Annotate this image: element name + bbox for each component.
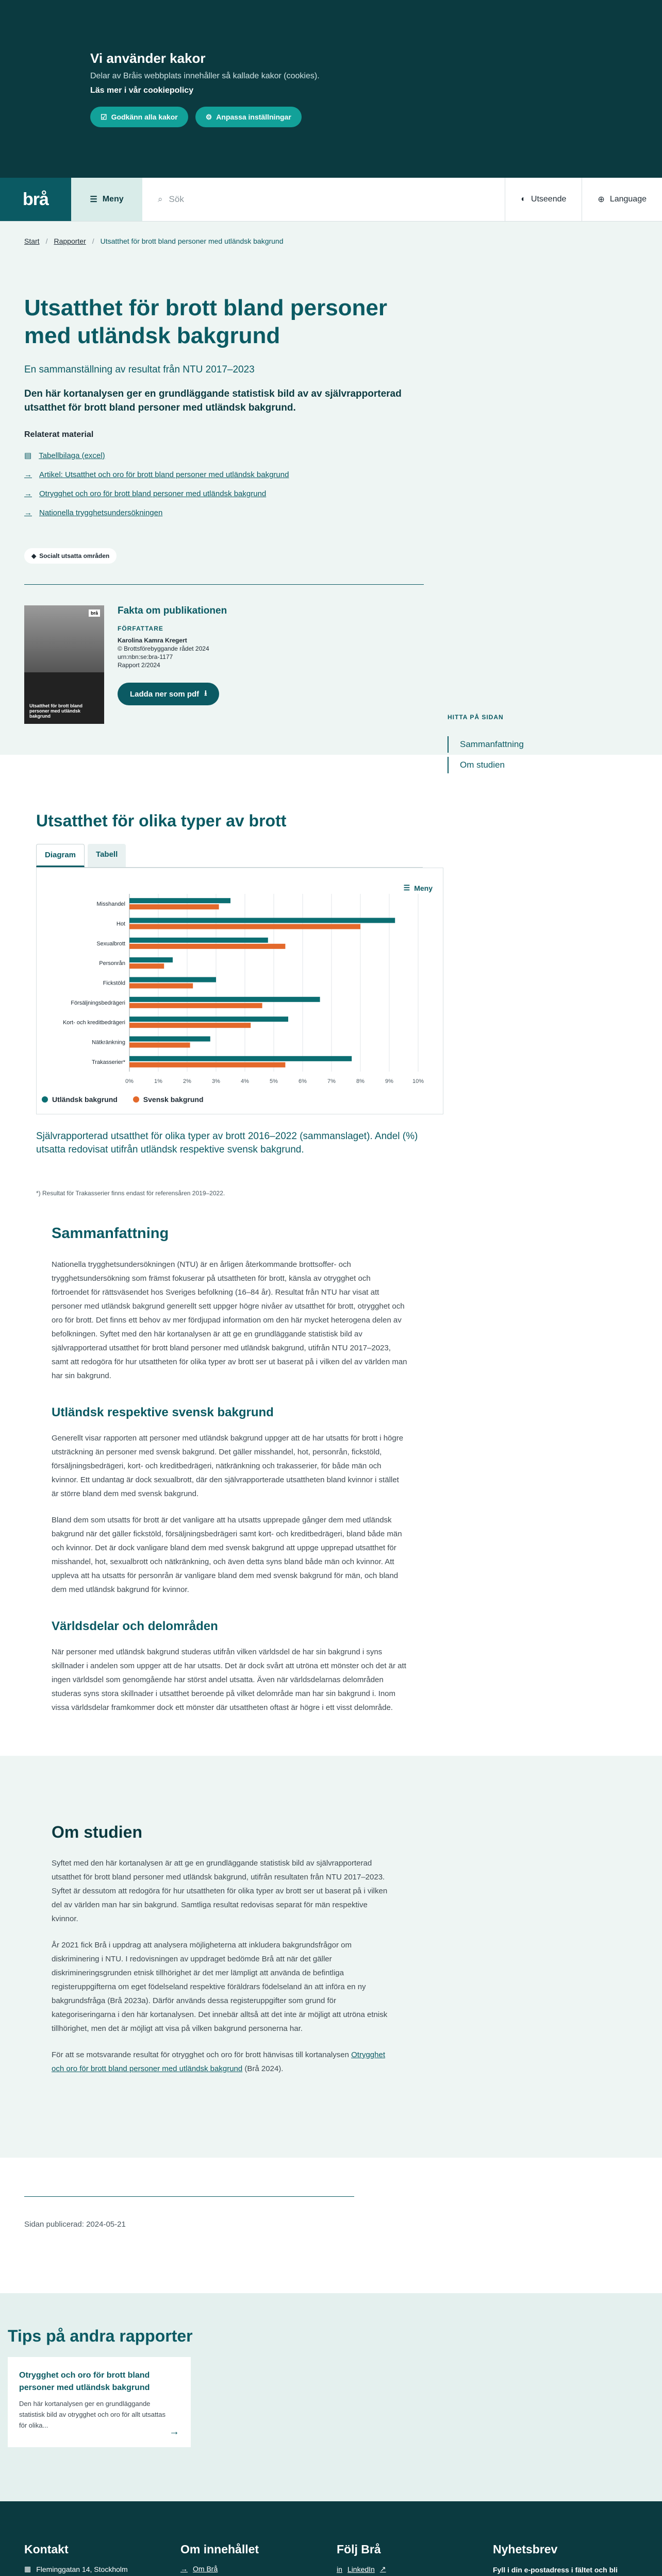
legend-item-swedish[interactable] [133, 1095, 204, 1104]
publication-meta: urn:nbn:se:bra-1177 [118, 653, 173, 660]
x-tick-label: 7% [327, 1078, 336, 1084]
tip-card-title: Otrygghet och oro för brott bland personer med utländsk bakgrund [19, 2371, 150, 2392]
arrow-icon: → [180, 2565, 188, 2573]
toc-item-about[interactable]: Om studien [448, 757, 566, 773]
site-header [0, 178, 662, 222]
footer-link-about[interactable] [180, 2565, 337, 2573]
about-text: Syftet med den här kortanalysen är att ge en grundläggande statistisk bild av självrapporterad utsatthet för brott bland personer med utländsk bakgrund, utifrån resultaten från NTU 2017–2023. Syftet är dessutom att redogöra för hur utsattheten för olika typer av brott ser ut baserat på i vilken del av världen man har sin bakgrund. Samtliga resultat redovisas separat för män respektive kvinnor. [52, 1859, 388, 1923]
summary-compare-text: Generellt visar rapporten att personer med utländsk bakgrund uppger att de har utsatts för brott i högre utsträckning än personer med svensk bakgrund. Det gäller misshandel, hot, personrån, fickstöld, försäljningsbedrägeri, kort- och kreditbedrägeri, nätkränkning och trakasserier, för både män och kvinnor. Ett undantag är dock sexualbrott, där den självrapporterade utsattheten bland kvinnor i stället är större bland dem med svensk bakgrund. [52, 1434, 404, 1498]
external-link-icon: ↗ [379, 2565, 386, 2573]
globe-icon: ⊕ [598, 195, 605, 204]
bar-foreign [129, 898, 230, 903]
tab-diagram[interactable]: Diagram [36, 844, 85, 867]
cookie-settings-button[interactable] [195, 107, 302, 127]
divider [24, 2196, 354, 2197]
settings-icon: ⚙ [205, 112, 212, 121]
page-toc [448, 714, 566, 777]
y-category-label: Kort- och kreditbedrägeri [62, 1020, 125, 1026]
footer-link-label: Om Brå [193, 2565, 218, 2573]
arrow-icon: → [24, 489, 32, 498]
chart-section-title: Utsatthet för olika typer av brott [36, 811, 287, 830]
publication-facts [24, 605, 423, 724]
chart-legend [37, 1095, 443, 1104]
summary-regions-heading: Världsdelar och delområden [52, 1619, 218, 1633]
bar-swedish [129, 904, 219, 909]
cookie-title: Vi använder kakor [90, 50, 206, 66]
topic-tag-label: Socialt utsatta områden [39, 552, 110, 560]
footer-about-title: Om innehållet [180, 2543, 259, 2556]
breadcrumb-reports[interactable]: Rapporter [54, 237, 86, 245]
check-icon: ☑ [101, 112, 107, 121]
chart-menu-label: Meny [414, 884, 433, 892]
bar-foreign [129, 977, 216, 982]
download-pdf-label: Ladda ner som pdf [130, 689, 200, 699]
tips-title: Tips på andra rapporter [8, 2327, 193, 2345]
cookie-text: Delar av Bråis webbplats innehåller så kallade kakor (cookies). [90, 72, 320, 80]
contrast-icon: ◐ [521, 195, 526, 204]
hero-section [0, 222, 662, 755]
tip-card[interactable] [8, 2357, 191, 2447]
bar-foreign [129, 957, 173, 962]
search-icon: ⌕ [158, 194, 163, 204]
bar-foreign [129, 997, 320, 1002]
building-icon: ▦ [24, 2565, 31, 2573]
breadcrumb [0, 222, 662, 245]
accept-cookies-button[interactable] [90, 107, 188, 127]
y-category-label: Personrån [99, 960, 125, 967]
summary-intro: Nationella trygghetsundersökningen (NTU) är en årligen återkommande brottsoffer- och trygghetsundersökning som främst fokuserar på utsattheten för brott, känsla av otrygghet och förtroendet för rättsväsendet hos Sveriges befolkning (16–84 år). Resultat från NTU har visat att personer med utländsk bakgrund generellt sett uppger högre nivåer av utsatthet för brott, otrygghet och oro för brott. Det finns ett behov av mer fördjupad information om den här mycket heterogena delen av befolkningen. Syftet med den här kortanalysen är att ge en grundläggande statistisk bild av självrapporterad utsatthet för brott bland personer med utländsk bakgrund, utifrån NTU 2017–2023, samt att redogöra för hur utsattheten för olika typer av brott ser ut baserat på i vilken del av världen man har sin bakgrund. [52, 1260, 407, 1380]
chart-container [36, 868, 443, 1114]
page-title: Utsatthet för brott bland personer med utländsk bakgrund [24, 295, 388, 348]
toc-item-summary[interactable]: Sammanfattning [448, 736, 566, 753]
language-label: Language [609, 195, 647, 204]
bar-foreign [129, 918, 395, 923]
bar-chart [37, 873, 443, 1090]
appearance-button[interactable] [505, 178, 582, 221]
bar-swedish [129, 1062, 285, 1067]
authors-label: FÖRFATTARE [118, 625, 163, 632]
cookie-settings-label: Anpassa inställningar [216, 113, 291, 121]
legend-label: Utländsk bakgrund [52, 1095, 118, 1104]
bar-swedish [129, 1043, 190, 1048]
summary-title: Sammanfattning [52, 1225, 169, 1242]
tab-table[interactable]: Tabell [88, 844, 126, 867]
footer-linkedin[interactable] [337, 2565, 493, 2573]
footer-follow-title: Följ Brå [337, 2543, 381, 2556]
footer-link-label: LinkedIn [347, 2565, 375, 2573]
footer-address [24, 2565, 180, 2573]
x-tick-label: 3% [212, 1078, 220, 1084]
related-link-appendix[interactable] [24, 451, 423, 460]
related-link-insecurity[interactable] [24, 489, 423, 498]
summary-regions-text: När personer med utländsk bakgrund studeras utifrån vilken världsdel de har sin bakgrund i syns skillnader i andelen som uppger att de har utsatts. Det är dock svårt att utröna ett mönster och det är att ingen världsdel som genomgående har störst andel utsatta. Även när världsdelarnas delområden studeras syns stora skillnader i utsatthet beroende på vilket delområde man har sin bakgrund i. Inom vissa världsdelar framkommer dock ett mönster där utsattheten oftast är högre i ett visst delområde. [52, 1648, 406, 1712]
footer-newsletter [493, 2543, 649, 2576]
cookie-policy-link[interactable]: Läs mer i vår cookiepolicy [90, 86, 194, 95]
summary-compare-heading: Utländsk respektive svensk bakgrund [52, 1405, 274, 1419]
x-tick-label: 8% [356, 1078, 365, 1084]
about-text: År 2021 fick Brå i uppdrag att analysera möjligheterna att inkludera bakgrundsfrågor om diskriminering i NTU. I redovisningen av uppdraget bedömde Brå att när det gäller diskrimineringsgrunden etnisk tillhörighet är det mer lämpligt att använda de befintliga registeruppgifterna om eget födelseland respektive föräldrars födelseland än att införa en ny bakgrundsfråga (Brå 2023a). Därför används dessa registeruppgifter som grund för kategoriseringarna i den här kortanalysen. Det innebär alltså att det inte är möjligt att utröna etnisk tillhörighet, men det är möjligt att visa på vilken bakgrund personerna har. [52, 1941, 388, 2033]
site-logo[interactable]: brå [0, 178, 71, 221]
footer-follow [337, 2543, 493, 2576]
bar-swedish [129, 1003, 262, 1008]
published-date [0, 2158, 662, 2229]
tip-card-text: Den här kortanalysen ger en grundläggande statistisk bild av otrygghet och oro för allt utsattas för olika... [19, 2400, 166, 2429]
arrow-icon: → [24, 509, 32, 517]
bar-foreign [129, 1037, 210, 1042]
y-category-label: Nätkränkning [92, 1039, 125, 1046]
footer-contact-title: Kontakt [24, 2543, 69, 2556]
y-category-label: Trakasserier* [92, 1059, 125, 1065]
toc-label: HITTA PÅ SIDAN [448, 714, 504, 721]
related-link-ntu[interactable] [24, 509, 423, 517]
search-placeholder: Sök [169, 194, 184, 204]
about-text [52, 2048, 392, 2076]
about-section [0, 1756, 662, 2158]
footer-about [180, 2543, 337, 2576]
x-tick-label: 1% [154, 1078, 162, 1084]
publication-heading: Fakta om publikationen [118, 605, 227, 616]
hamburger-icon: ☰ [403, 884, 410, 892]
x-tick-label: 0% [125, 1078, 134, 1084]
bar-foreign [129, 1016, 288, 1022]
cover-logo: brå [89, 609, 100, 617]
topic-tag[interactable] [24, 548, 117, 564]
x-tick-label: 4% [241, 1078, 249, 1084]
related-link-label: Nationella trygghetsundersökningen [39, 509, 163, 517]
bar-foreign [129, 1056, 352, 1061]
page-lead: Den här kortanalysen ger en grundläggande statistisk bild av av självrapporterad utsatthet för brott bland personer med utländsk bakgrund. [24, 388, 402, 413]
summary-compare-text: Bland dem som utsatts för brott är det vanligare att ha utsatts upprepade gånger dem med utländsk bakgrund när det gäller fickstöld, försäljningsbedrägeri samt kort- och kreditbedrägeri, bland både män och kvinnor. Det är dock vanligare bland dem med svensk bakgrund att uppge upprepad utsatthet för misshandel, hot, sexualbrott och nätkränkning, och även detta syns bland både män och kvinnor. Att uppleva att ha utsatts för personrån är vanligare bland dem med svensk bakgrund för män, och bland dem med utländsk bakgrund för kvinnor. [52, 1516, 402, 1594]
language-button[interactable] [582, 178, 662, 221]
footer-address-text: Fleminggatan 14, Stockholm [36, 2565, 128, 2573]
site-footer [0, 2501, 662, 2576]
publication-meta: © Brottsförebyggande rådet 2024 [118, 645, 209, 652]
related-link-label: Otrygghet och oro för brott bland personer med utländsk bakgrund [39, 489, 267, 498]
y-category-label: Misshandel [96, 901, 125, 908]
related-link-label: Artikel: Utsatthet och oro för brott bland personer med utländsk bakgrund [39, 470, 289, 479]
x-tick-label: 9% [385, 1078, 393, 1084]
arrow-right-icon: → [169, 2426, 179, 2437]
x-tick-label: 10% [412, 1078, 424, 1084]
bar-swedish [129, 1023, 251, 1028]
arrow-icon: → [24, 470, 32, 479]
published-date-text: Sidan publicerad: 2024-05-21 [24, 2220, 126, 2229]
breadcrumb-current: Utsatthet för brott bland personer med utländsk bakgrund [100, 237, 284, 245]
x-tick-label: 5% [270, 1078, 278, 1084]
menu-button[interactable] [71, 178, 142, 221]
bar-swedish [129, 984, 193, 989]
y-category-label: Fickstöld [103, 980, 125, 987]
accept-cookies-label: Godkänn alla kakor [111, 113, 178, 121]
bar-swedish [129, 924, 360, 929]
newsletter-text: Fyll i din e-postadress i fältet och bli [493, 2566, 618, 2574]
x-tick-label: 6% [299, 1078, 307, 1084]
about-title: Om studien [52, 1823, 143, 1841]
legend-dot-icon [133, 1096, 139, 1103]
hamburger-icon: ☰ [90, 195, 97, 204]
file-icon: ▤ [24, 451, 32, 460]
legend-label: Svensk bakgrund [143, 1095, 204, 1104]
download-pdf-button[interactable] [118, 683, 219, 705]
cookie-banner [0, 0, 662, 178]
related-link-article[interactable] [24, 470, 423, 479]
bar-foreign [129, 938, 268, 943]
search-field[interactable] [142, 178, 505, 221]
menu-label: Meny [102, 195, 124, 204]
breadcrumb-separator: / [45, 237, 48, 245]
divider [24, 584, 424, 585]
bar-swedish [129, 963, 164, 969]
y-category-label: Sexualbrott [96, 940, 125, 947]
chart-tabs [36, 844, 423, 868]
author-name: Karolina Kamra Kregert [118, 637, 187, 644]
about-text-part: För att se motsvarande resultat för otrygghet och oro för brott hänvisas till kortanalysen [52, 2050, 349, 2059]
summary-section [0, 1197, 407, 1715]
related-heading: Relaterat material [24, 430, 94, 439]
about-report-link[interactable]: Otrygghet och oro för brott bland personer med utländsk bakgrund [52, 2050, 385, 2073]
publication-meta: Rapport 2/2024 [118, 662, 160, 669]
chart-menu-button[interactable] [404, 884, 433, 892]
chart-section [0, 755, 433, 1197]
appearance-label: Utseende [531, 195, 567, 204]
footer-contact [24, 2543, 180, 2576]
y-category-label: Hot [116, 921, 125, 927]
report-cover [24, 605, 104, 724]
breadcrumb-separator: / [92, 237, 94, 245]
chart-footnote: *) Resultat för Trakasserier finns endast för referensåren 2019–2022. [36, 1190, 225, 1197]
tag-icon: ◆ [31, 552, 37, 560]
newsletter-title: Nyhetsbrev [493, 2543, 558, 2556]
bar-swedish [129, 944, 285, 949]
linkedin-icon: in [337, 2565, 342, 2573]
about-text-part: (Brå 2024). [244, 2064, 284, 2073]
cover-title: Utsatthet för brott bland personer med utländsk bakgrund [29, 703, 82, 719]
legend-dot-icon [42, 1096, 48, 1103]
related-link-label: Tabellbilaga (excel) [39, 451, 105, 460]
tips-section [0, 2293, 662, 2501]
y-category-label: Försäljningsbedrägeri [71, 999, 125, 1006]
x-tick-label: 2% [183, 1078, 191, 1084]
legend-item-foreign[interactable] [42, 1095, 118, 1104]
breadcrumb-start[interactable]: Start [24, 237, 40, 245]
chart-caption: Självrapporterad utsatthet för olika typer av brott 2016–2022 (sammanslaget). Andel (%) utsatta redovisat utifrån utländsk respektive svensk bakgrund. [36, 1131, 418, 1155]
download-icon: ⭳ [204, 688, 207, 698]
page-subtitle: En sammanställning av resultat från NTU 2017–2023 [24, 364, 255, 375]
